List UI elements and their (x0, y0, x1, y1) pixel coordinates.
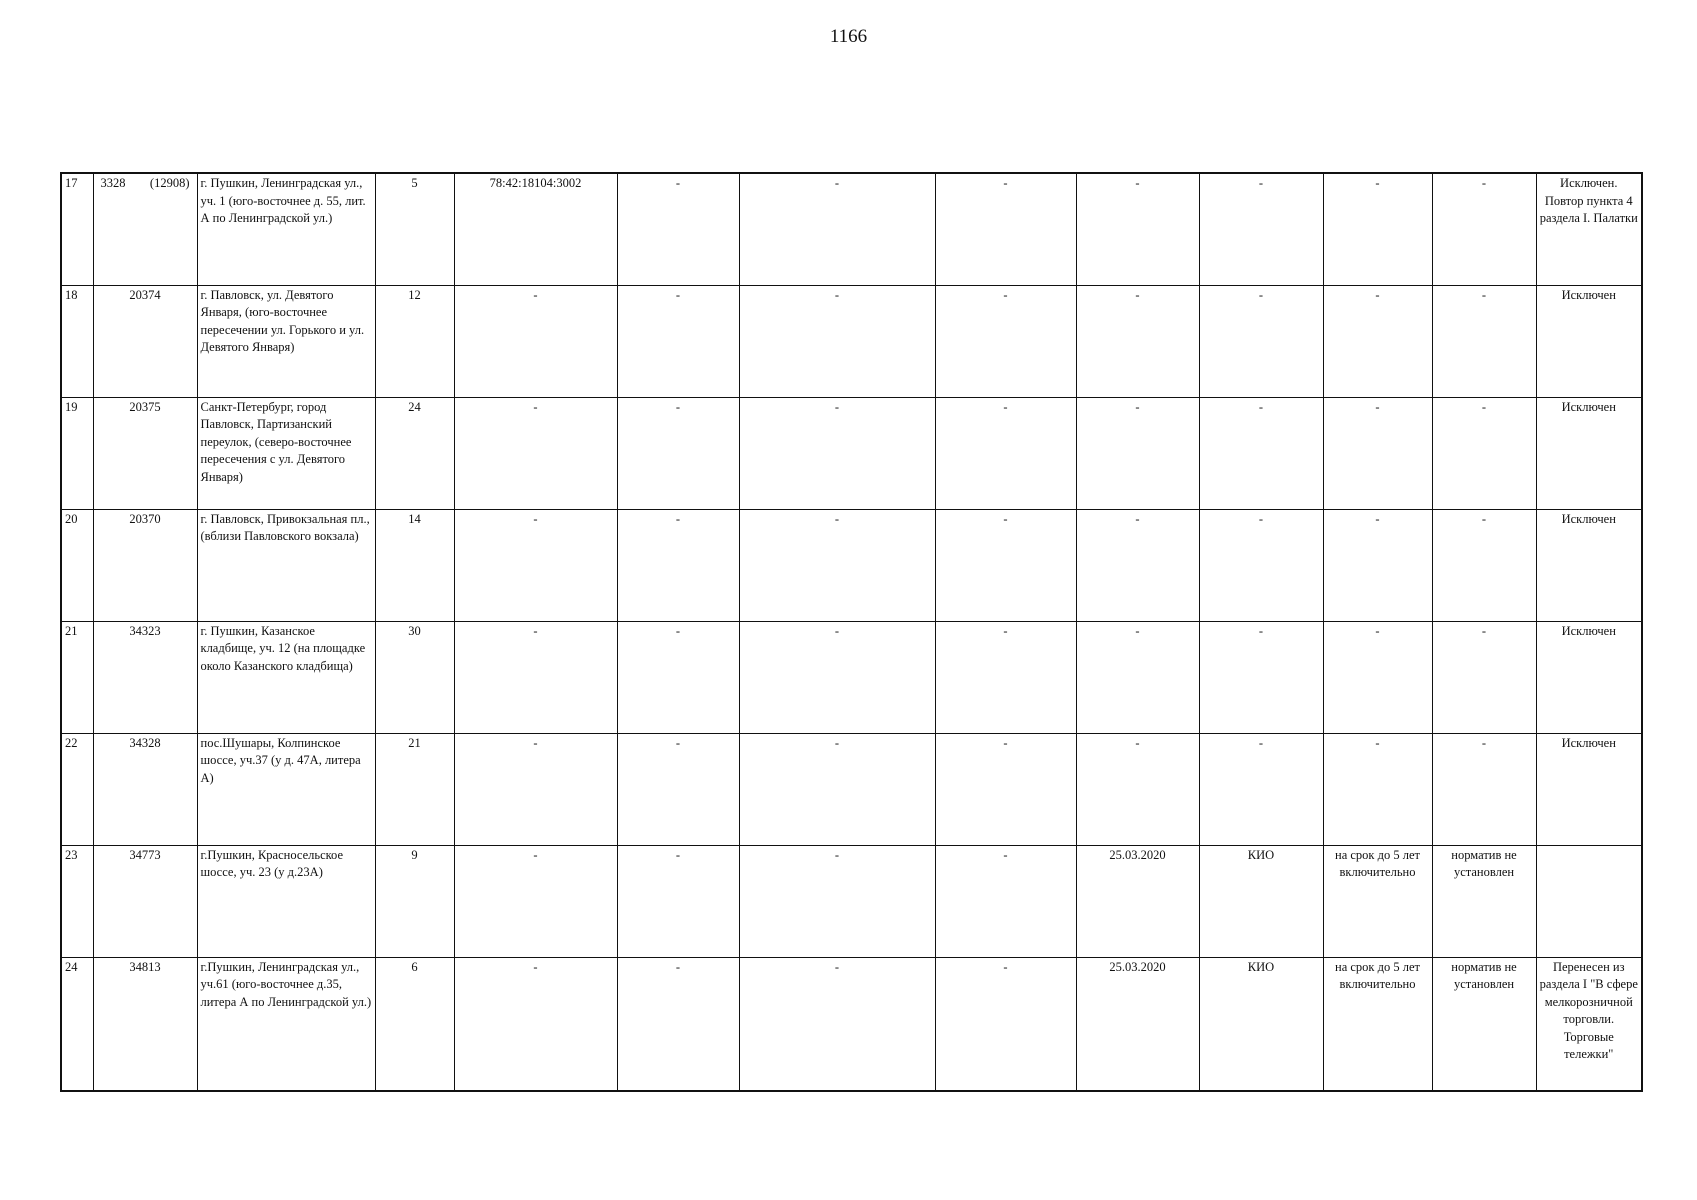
table-row (61, 397, 1642, 509)
address-cell: г. Пушкин, Казанское кладбище, уч. 12 (на площадке около Казанского кладбища) (197, 621, 375, 733)
row-number-cell: 17 (61, 173, 93, 285)
date-cell: - (1076, 397, 1199, 509)
column-6-cell: - (617, 173, 739, 285)
column-8-cell: - (935, 845, 1076, 957)
term-cell: - (1323, 397, 1432, 509)
date-cell: - (1076, 509, 1199, 621)
column-7-cell: - (739, 845, 935, 957)
column-8-cell: - (935, 285, 1076, 397)
authority-cell: КИО (1199, 957, 1323, 1091)
date-cell: - (1076, 285, 1199, 397)
address-cell: г. Пушкин, Ленинградская ул., уч. 1 (юго-восточнее д. 55, лит. А по Ленинградской ул.) (197, 173, 375, 285)
term-cell: на срок до 5 лет включительно (1323, 845, 1432, 957)
address-cell: г. Павловск, ул. Девятого Января, (юго-восточнее пересечении ул. Горького и ул. Девятого Января) (197, 285, 375, 397)
object-id-cell (93, 173, 197, 285)
area-cell: 14 (375, 509, 454, 621)
object-id-extra: (12908) (149, 176, 190, 190)
column-8-cell: - (935, 397, 1076, 509)
table-row (61, 957, 1642, 1091)
term-cell: - (1323, 285, 1432, 397)
norm-cell: - (1432, 509, 1536, 621)
address-cell: пос.Шушары, Колпинское шоссе, уч.37 (у д. 47А, литера А) (197, 733, 375, 845)
date-cell: 25.03.2020 (1076, 845, 1199, 957)
row-number-cell: 23 (61, 845, 93, 957)
address-cell: г.Пушкин, Красносельское шоссе, уч. 23 (у д.23А) (197, 845, 375, 957)
row-number-cell: 21 (61, 621, 93, 733)
term-cell: - (1323, 621, 1432, 733)
cadastral-number-cell: - (454, 285, 617, 397)
object-id-cell: 34323 (93, 621, 197, 733)
cadastral-number-cell: - (454, 733, 617, 845)
column-6-cell: - (617, 509, 739, 621)
column-8-cell: - (935, 621, 1076, 733)
area-cell: 6 (375, 957, 454, 1091)
area-cell: 5 (375, 173, 454, 285)
authority-cell: - (1199, 397, 1323, 509)
area-cell: 12 (375, 285, 454, 397)
cadastral-number-cell: - (454, 957, 617, 1091)
object-id-cell: 34328 (93, 733, 197, 845)
column-7-cell: - (739, 957, 935, 1091)
note-cell (1536, 845, 1642, 957)
note-cell: Исключен (1536, 621, 1642, 733)
table-body (61, 173, 1642, 1091)
cadastral-number-cell: - (454, 509, 617, 621)
note-cell: Исключен (1536, 509, 1642, 621)
registry-table (60, 172, 1643, 1092)
area-cell: 9 (375, 845, 454, 957)
object-id-cell: 34813 (93, 957, 197, 1091)
object-id-main: 3328 (100, 176, 126, 190)
term-cell: - (1323, 509, 1432, 621)
cadastral-number-cell: - (454, 621, 617, 733)
note-cell: Исключен (1536, 285, 1642, 397)
table-row (61, 845, 1642, 957)
page-number: 1166 (829, 26, 868, 47)
row-number-cell: 18 (61, 285, 93, 397)
norm-cell: - (1432, 285, 1536, 397)
cadastral-number-cell: - (454, 397, 617, 509)
column-8-cell: - (935, 509, 1076, 621)
column-7-cell: - (739, 173, 935, 285)
object-id-cell: 34773 (93, 845, 197, 957)
table-row (61, 733, 1642, 845)
note-cell: Исключен (1536, 733, 1642, 845)
column-6-cell: - (617, 397, 739, 509)
address-cell: г. Павловск, Привокзальная пл., (вблизи Павловского вокзала) (197, 509, 375, 621)
date-cell: - (1076, 733, 1199, 845)
column-7-cell: - (739, 509, 935, 621)
note-cell: Исключен (1536, 397, 1642, 509)
column-7-cell: - (739, 733, 935, 845)
row-number-cell: 20 (61, 509, 93, 621)
term-cell: - (1323, 733, 1432, 845)
norm-cell: - (1432, 621, 1536, 733)
object-id-cell: 20375 (93, 397, 197, 509)
area-cell: 21 (375, 733, 454, 845)
area-cell: 24 (375, 397, 454, 509)
table-row (61, 621, 1642, 733)
note-cell: Перенесен из раздела I "В сфере мелкорозничной торговли. Торговые тележки" (1536, 957, 1642, 1091)
column-8-cell: - (935, 957, 1076, 1091)
column-6-cell: - (617, 733, 739, 845)
cadastral-number-cell: 78:42:18104:3002 (454, 173, 617, 285)
date-cell: - (1076, 173, 1199, 285)
row-number-cell: 19 (61, 397, 93, 509)
area-cell: 30 (375, 621, 454, 733)
norm-cell: норматив не установлен (1432, 845, 1536, 957)
authority-cell: - (1199, 621, 1323, 733)
date-cell: - (1076, 621, 1199, 733)
address-cell: Санкт-Петербург, город Павловск, Партизанский переулок, (северо-восточнее пересечения с ул. Девятого Января) (197, 397, 375, 509)
column-7-cell: - (739, 621, 935, 733)
authority-cell: КИО (1199, 845, 1323, 957)
column-6-cell: - (617, 621, 739, 733)
table-row (61, 285, 1642, 397)
authority-cell: - (1199, 733, 1323, 845)
column-7-cell: - (739, 397, 935, 509)
cadastral-number-cell: - (454, 845, 617, 957)
table-row (61, 173, 1642, 285)
column-8-cell: - (935, 733, 1076, 845)
row-number-cell: 24 (61, 957, 93, 1091)
norm-cell: - (1432, 173, 1536, 285)
table-row (61, 509, 1642, 621)
address-cell: г.Пушкин, Ленинградская ул., уч.61 (юго-восточнее д.35, литера А по Ленинградской ул.) (197, 957, 375, 1091)
authority-cell: - (1199, 173, 1323, 285)
norm-cell: норматив не установлен (1432, 957, 1536, 1091)
column-7-cell: - (739, 285, 935, 397)
object-id-cell: 20374 (93, 285, 197, 397)
date-cell: 25.03.2020 (1076, 957, 1199, 1091)
term-cell: на срок до 5 лет включительно (1323, 957, 1432, 1091)
norm-cell: - (1432, 397, 1536, 509)
authority-cell: - (1199, 509, 1323, 621)
column-8-cell: - (935, 173, 1076, 285)
object-id-cell: 20370 (93, 509, 197, 621)
note-cell: Исключен. Повтор пункта 4 раздела I. Палатки (1536, 173, 1642, 285)
norm-cell: - (1432, 733, 1536, 845)
column-6-cell: - (617, 957, 739, 1091)
authority-cell: - (1199, 285, 1323, 397)
term-cell: - (1323, 173, 1432, 285)
column-6-cell: - (617, 845, 739, 957)
row-number-cell: 22 (61, 733, 93, 845)
column-6-cell: - (617, 285, 739, 397)
